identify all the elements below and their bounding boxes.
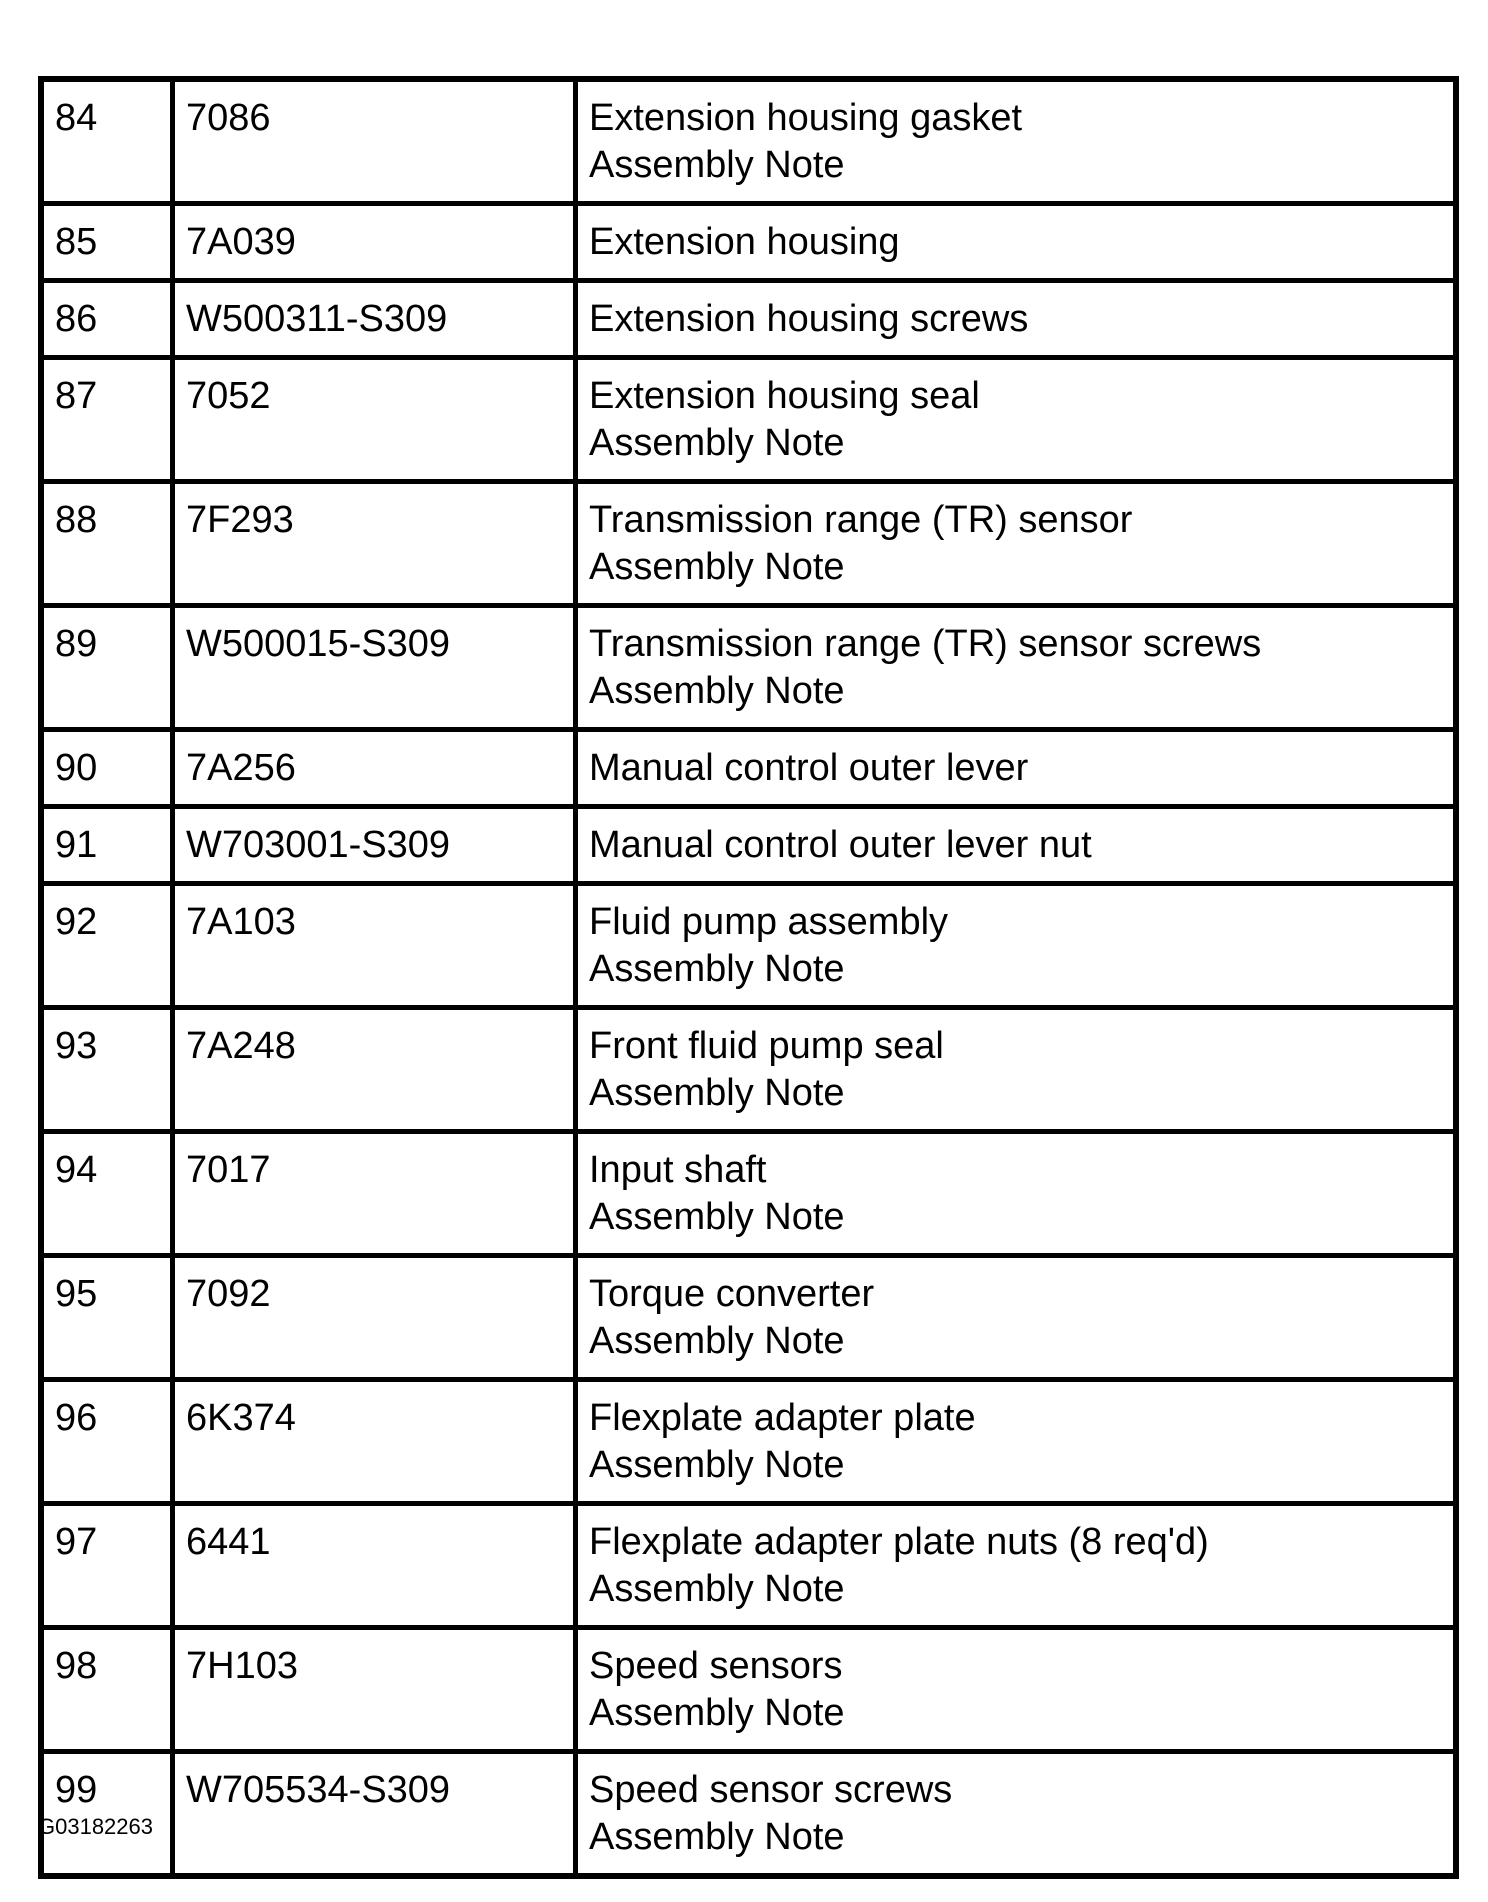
table-row [41, 1504, 1456, 1628]
assembly-note-link[interactable]: Assembly Note [589, 1072, 845, 1114]
part-number-cell: 7086 [173, 79, 576, 204]
description-text: Extension housing seal [589, 375, 980, 417]
description-cell [576, 281, 1457, 358]
description-text: Extension housing [589, 221, 900, 263]
part-number-cell: 7017 [173, 1132, 576, 1256]
description-text: Speed sensors [589, 1645, 843, 1687]
item-number-cell: 96 [41, 1380, 173, 1504]
description-cell [576, 1628, 1457, 1752]
item-number-cell: 89 [41, 606, 173, 730]
description-cell [576, 1380, 1457, 1504]
table-row [41, 1256, 1456, 1380]
table-row [41, 79, 1456, 204]
table-row [41, 807, 1456, 884]
item-number-cell: 86 [41, 281, 173, 358]
table-row [41, 606, 1456, 730]
assembly-note-link[interactable]: Assembly Note [589, 546, 845, 588]
item-number-cell: 93 [41, 1008, 173, 1132]
description-cell [576, 1008, 1457, 1132]
item-number-cell: 91 [41, 807, 173, 884]
part-number-cell: 7A103 [173, 884, 576, 1008]
description-text: Front fluid pump seal [589, 1025, 944, 1067]
part-number-cell: 7052 [173, 358, 576, 482]
part-number-cell: 7H103 [173, 1628, 576, 1752]
item-number-cell: 84 [41, 79, 173, 204]
assembly-note-link[interactable]: Assembly Note [589, 1444, 845, 1486]
parts-table-body [41, 79, 1456, 1876]
table-row [41, 204, 1456, 281]
figure-id: G03182263 [38, 1814, 153, 1839]
table-row [41, 730, 1456, 807]
item-number-cell: 85 [41, 204, 173, 281]
item-number-cell: 87 [41, 358, 173, 482]
table-row [41, 1752, 1456, 1877]
description-text: Input shaft [589, 1149, 767, 1191]
description-text: Flexplate adapter plate nuts (8 req'd) [589, 1521, 1209, 1563]
item-number-cell: 94 [41, 1132, 173, 1256]
description-text: Extension housing screws [589, 298, 1029, 340]
description-cell [576, 358, 1457, 482]
table-row [41, 358, 1456, 482]
table-row [41, 482, 1456, 606]
assembly-note-link[interactable]: Assembly Note [589, 670, 845, 712]
description-text: Torque converter [589, 1273, 875, 1315]
item-number-cell: 99 [41, 1752, 173, 1877]
description-text: Manual control outer lever [589, 747, 1029, 789]
part-number-cell: 7092 [173, 1256, 576, 1380]
part-number-cell: W703001-S309 [173, 807, 576, 884]
description-cell [576, 884, 1457, 1008]
item-number-cell: 97 [41, 1504, 173, 1628]
part-number-cell: 7F293 [173, 482, 576, 606]
description-text: Transmission range (TR) sensor [589, 499, 1133, 541]
description-text: Transmission range (TR) sensor screws [589, 623, 1262, 665]
description-cell [576, 204, 1457, 281]
description-cell [576, 1752, 1457, 1877]
table-row [41, 884, 1456, 1008]
description-text: Extension housing gasket [589, 97, 1023, 139]
description-cell [576, 1256, 1457, 1380]
description-cell [576, 482, 1457, 606]
description-cell [576, 730, 1457, 807]
part-number-cell: W500311-S309 [173, 281, 576, 358]
table-row [41, 1628, 1456, 1752]
description-cell [576, 1504, 1457, 1628]
description-cell [576, 1132, 1457, 1256]
table-row [41, 1380, 1456, 1504]
description-text: Manual control outer lever nut [589, 824, 1092, 866]
item-number-cell: 88 [41, 482, 173, 606]
item-number-cell: 90 [41, 730, 173, 807]
part-number-cell: 7A256 [173, 730, 576, 807]
assembly-note-link[interactable]: Assembly Note [589, 1320, 845, 1362]
part-number-cell: W705534-S309 [173, 1752, 576, 1877]
part-number-cell: 6441 [173, 1504, 576, 1628]
assembly-note-link[interactable]: Assembly Note [589, 422, 845, 464]
part-number-cell: 7A248 [173, 1008, 576, 1132]
assembly-note-link[interactable]: Assembly Note [589, 948, 845, 990]
assembly-note-link[interactable]: Assembly Note [589, 1816, 845, 1858]
assembly-note-link[interactable]: Assembly Note [589, 1568, 845, 1610]
description-text: Flexplate adapter plate [589, 1397, 976, 1439]
parts-table [38, 76, 1459, 1879]
assembly-note-link[interactable]: Assembly Note [589, 144, 845, 186]
assembly-note-link[interactable]: Assembly Note [589, 1692, 845, 1734]
description-text: Fluid pump assembly [589, 901, 949, 943]
description-text: Speed sensor screws [589, 1769, 953, 1811]
item-number-cell: 95 [41, 1256, 173, 1380]
table-row [41, 1008, 1456, 1132]
description-cell [576, 606, 1457, 730]
item-number-cell: 98 [41, 1628, 173, 1752]
part-number-cell: 6K374 [173, 1380, 576, 1504]
part-number-cell: W500015-S309 [173, 606, 576, 730]
description-cell [576, 79, 1457, 204]
table-row [41, 1132, 1456, 1256]
item-number-cell: 92 [41, 884, 173, 1008]
description-cell [576, 807, 1457, 884]
assembly-note-link[interactable]: Assembly Note [589, 1196, 845, 1238]
table-row [41, 281, 1456, 358]
part-number-cell: 7A039 [173, 204, 576, 281]
